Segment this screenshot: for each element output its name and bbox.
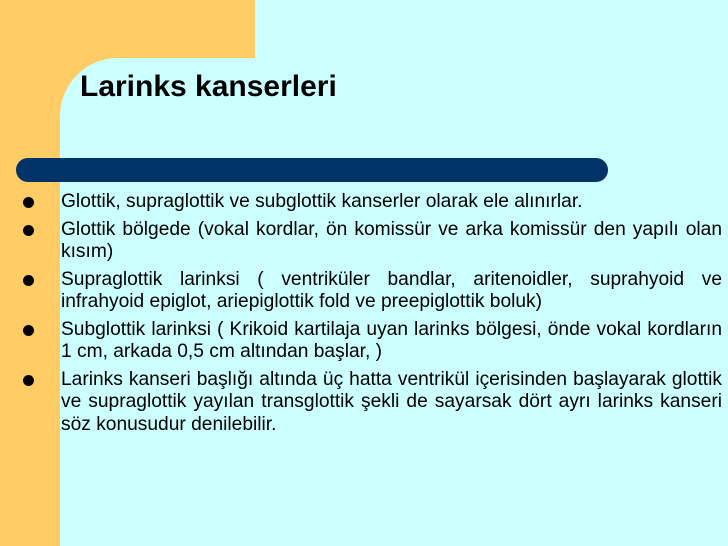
- bullet-item: [20, 191, 722, 214]
- bullet-text: Subglottik larinksi ( Krikoid kartilaja uyan larinks bölgesi, önde vokal kordların 1 cm, arkada 0,5 cm altından başlar, ): [61, 318, 722, 362]
- bullet-item: [20, 219, 722, 264]
- bullet-text: Supraglottik larinksi ( ventriküler bandlar, aritenoidler, suprahyoid ve infrahyoid epiglot, ariepiglottik fold ve preepiglottik boluk): [61, 268, 722, 312]
- bullet-item: [20, 319, 722, 364]
- bullet-item: [20, 369, 722, 437]
- bullet-dot-icon: [23, 325, 34, 336]
- bullet-text: Glottik, supraglottik ve subglottik kanserler olarak ele alınırlar.: [61, 191, 583, 212]
- background-top: [255, 0, 728, 60]
- bullet-text: Glottik bölgede (vokal kordlar, ön komissür ve arka komissür den yapılı olan kısım): [61, 218, 722, 262]
- bullet-item: [20, 269, 722, 314]
- bullet-dot-icon: [23, 275, 34, 286]
- bullet-dot-icon: [23, 375, 34, 386]
- bullet-text: Larinks kanseri başlığı altında üç hatta ventrikül içerisinden başlayarak glottik ve supraglottik yayılan transglottik şekli de sayarsak dört ayrı larinks kanseri söz konusudur denilebilir.: [61, 368, 722, 435]
- title-divider-bar: [16, 158, 608, 182]
- bullet-dot-icon: [23, 197, 34, 208]
- slide-title: Larinks kanserleri: [80, 70, 337, 103]
- bullet-list: [20, 191, 722, 441]
- bullet-dot-icon: [23, 225, 34, 236]
